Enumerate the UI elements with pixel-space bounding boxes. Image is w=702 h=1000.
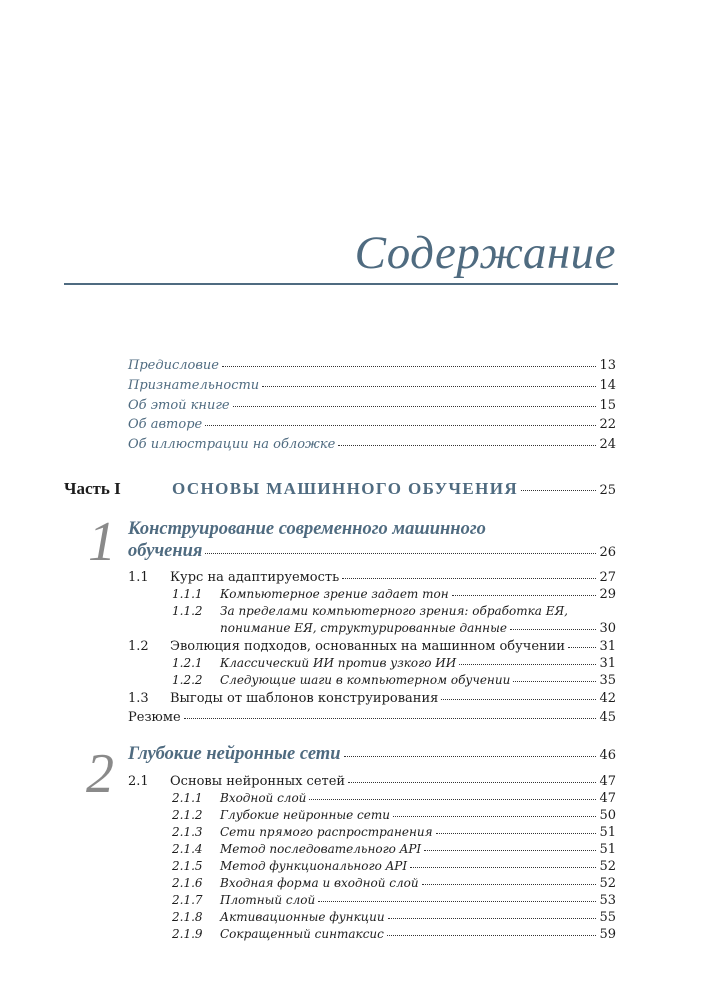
subsection-page: 53	[599, 893, 616, 908]
subsection-number: 2.1.1	[172, 791, 203, 805]
subsection-title: Плотный слой	[220, 893, 316, 907]
toc-entry-about-author[interactable]	[128, 416, 616, 433]
dot-leader	[348, 781, 596, 783]
dot-leader	[342, 577, 596, 579]
toc-subsection-continued[interactable]	[220, 620, 616, 637]
toc-subsection[interactable]	[172, 655, 616, 672]
dot-leader	[205, 552, 596, 554]
toc-chapter-1[interactable]	[128, 543, 616, 561]
subsection-title: Входной слой	[220, 791, 307, 805]
toc-subsection[interactable]	[172, 841, 616, 858]
toc-section[interactable]	[128, 690, 616, 707]
subsection-page: 47	[599, 791, 616, 806]
dot-leader	[568, 646, 596, 648]
dot-leader	[424, 849, 596, 851]
dot-leader	[387, 934, 597, 936]
dot-leader	[222, 365, 596, 367]
toc-subsection[interactable]	[172, 824, 616, 841]
subsection-title: Сети прямого распространения	[220, 825, 433, 839]
title-rule	[64, 283, 618, 285]
toc-subsection[interactable]	[172, 892, 616, 909]
subsection-page: 50	[599, 808, 616, 823]
dot-leader	[510, 628, 596, 630]
section-page: 31	[599, 639, 616, 654]
toc-subsection[interactable]	[172, 875, 616, 892]
subsection-title: Метод последовательного API	[220, 842, 422, 856]
subsection-title: Входная форма и входной слой	[220, 876, 419, 890]
toc-subsection[interactable]	[172, 672, 616, 689]
part-title: ОСНОВЫ МАШИННОГО ОБУЧЕНИЯ	[172, 479, 519, 498]
dot-leader	[205, 424, 596, 426]
subsection-number: 2.1.8	[172, 910, 203, 924]
toc-entry-title: Об иллюстрации на обложке	[128, 437, 336, 452]
toc-entry-page: 14	[599, 378, 616, 393]
subsection-page: 52	[599, 859, 616, 874]
dot-leader	[262, 385, 596, 387]
section-page: 27	[599, 570, 616, 585]
section-number: 2.1	[128, 774, 149, 789]
section-page: 45	[599, 710, 616, 725]
section-page: 42	[599, 691, 616, 706]
toc-entry-page: 15	[599, 398, 616, 413]
subsection-title: Следующие шаги в компьютерном обучении	[220, 673, 511, 687]
subsection-page: 30	[599, 621, 616, 636]
section-number: 1.3	[128, 691, 149, 706]
section-number: 1.1	[128, 570, 149, 585]
subsection-number: 1.2.2	[172, 673, 203, 687]
toc-subsection[interactable]	[172, 807, 616, 824]
subsection-number: 2.1.7	[172, 893, 203, 907]
dot-leader	[410, 866, 596, 868]
toc-entry-title: Признательности	[128, 378, 260, 393]
subsection-number: 2.1.2	[172, 808, 203, 822]
toc-entry-cover-illustration[interactable]	[128, 436, 616, 453]
page-title: Содержание	[354, 227, 616, 279]
chapter-number: 1	[88, 511, 116, 573]
subsection-number: 2.1.5	[172, 859, 203, 873]
subsection-number: 1.1.1	[172, 587, 203, 601]
toc-entry-about-book[interactable]	[128, 397, 616, 414]
dot-leader	[388, 917, 597, 919]
chapter-page: 46	[599, 748, 616, 763]
chapter-page: 26	[599, 545, 616, 560]
subsection-title: Метод функционального API	[220, 859, 408, 873]
toc-section[interactable]	[128, 638, 616, 655]
subsection-number: 2.1.6	[172, 876, 203, 890]
subsection-title: Сокращенный синтаксис	[220, 927, 384, 941]
subsection-page: 51	[599, 825, 616, 840]
subsection-number: 2.1.3	[172, 825, 203, 839]
subsection-title-line2: понимание ЕЯ, структурированные данные	[220, 621, 507, 635]
dot-leader	[309, 798, 596, 800]
toc-subsection[interactable]	[172, 603, 616, 620]
subsection-title-line1: За пределами компьютерного зрения: обработка ЕЯ,	[220, 604, 568, 618]
chapter-number: 2	[86, 743, 114, 805]
subsection-number: 2.1.9	[172, 927, 203, 941]
dot-leader	[184, 717, 597, 719]
toc-subsection[interactable]	[172, 586, 616, 603]
dot-leader	[452, 594, 597, 596]
toc-entry-title: Предисловие	[128, 358, 219, 373]
section-title: Эволюция подходов, основанных на машинном обучении	[170, 639, 566, 654]
dot-leader	[422, 883, 597, 885]
subsection-page: 59	[599, 927, 616, 942]
dot-leader	[233, 405, 597, 407]
toc-section-summary[interactable]	[128, 709, 616, 726]
subsection-page: 35	[599, 673, 616, 688]
section-page: 47	[599, 774, 616, 789]
toc-subsection[interactable]	[172, 909, 616, 926]
chapter-1-title-line1[interactable]: Конструирование современного машинного	[128, 519, 486, 539]
part-label: Часть I	[64, 479, 121, 498]
toc-entry-title: Об этой книге	[128, 398, 230, 413]
subsection-page: 29	[599, 587, 616, 602]
subsection-number: 2.1.4	[172, 842, 203, 856]
subsection-page: 51	[599, 842, 616, 857]
dot-leader	[521, 490, 596, 491]
subsection-title: Активационные функции	[220, 910, 385, 924]
toc-entry-foreword[interactable]	[128, 357, 616, 374]
dot-leader	[513, 680, 596, 682]
subsection-page: 55	[599, 910, 616, 925]
toc-entry-page: 22	[599, 417, 616, 432]
toc-entry-title: Об авторе	[128, 417, 203, 432]
toc-subsection[interactable]	[172, 790, 616, 807]
toc-section[interactable]	[128, 773, 616, 790]
dot-leader	[344, 755, 597, 757]
subsection-page: 52	[599, 876, 616, 891]
toc-subsection[interactable]	[172, 926, 616, 943]
section-title: Выгоды от шаблонов конструирования	[170, 691, 439, 706]
toc-chapter-2[interactable]	[128, 746, 616, 764]
subsection-title: Классический ИИ против узкого ИИ	[220, 656, 457, 670]
toc-part-1[interactable]	[172, 479, 616, 499]
dot-leader	[459, 663, 596, 665]
dot-leader	[436, 832, 597, 834]
toc-entry-acknowledgements[interactable]	[128, 377, 616, 394]
toc-subsection[interactable]	[172, 858, 616, 875]
chapter-2-title: Глубокие нейронные сети	[128, 744, 341, 764]
section-title: Основы нейронных сетей	[170, 774, 346, 789]
toc-section[interactable]	[128, 569, 616, 586]
dot-leader	[393, 815, 596, 817]
subsection-page: 31	[599, 656, 616, 671]
subsection-number: 1.2.1	[172, 656, 203, 670]
toc-entry-page: 24	[599, 437, 616, 452]
section-number: 1.2	[128, 639, 149, 654]
dot-leader	[318, 900, 596, 902]
subsection-title: Глубокие нейронные сети	[220, 808, 390, 822]
section-title: Курс на адаптируемость	[170, 570, 340, 585]
section-title: Резюме	[128, 710, 181, 725]
chapter-1-title-line2: обучения	[128, 541, 203, 561]
dot-leader	[338, 444, 596, 446]
toc-entry-page: 13	[599, 358, 616, 373]
subsection-number: 1.1.2	[172, 604, 203, 618]
dot-leader	[441, 698, 596, 700]
part-page: 25	[599, 483, 616, 498]
subsection-title: Компьютерное зрение задает тон	[220, 587, 449, 601]
